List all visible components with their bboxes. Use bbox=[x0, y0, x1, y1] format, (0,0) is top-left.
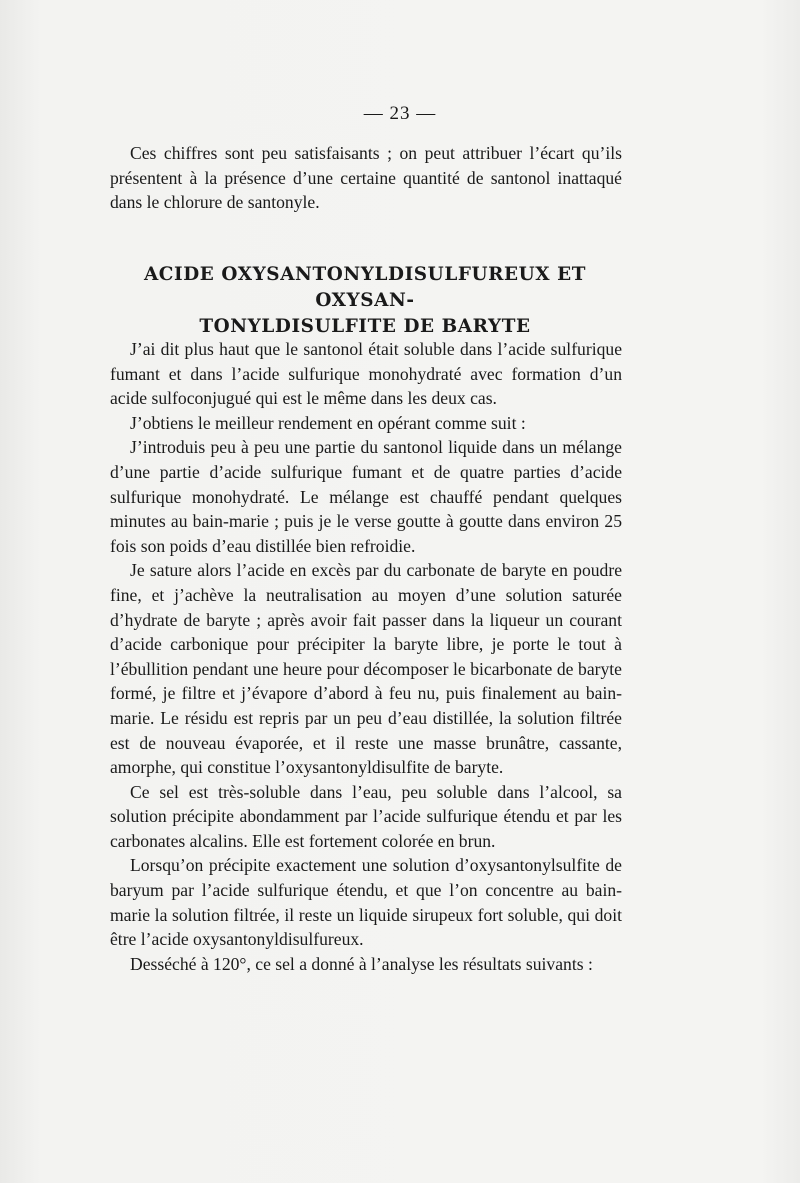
paragraph: Lorsqu’on précipite exactement une solution d’oxysantonylsulfite de baryum par l’acide sulfurique étendu, et que l’on concentre au bain-marie la solution filtrée, il reste un liquide sirupeux fort soluble, qui doit être l’acide oxysantonyldisulfureux. bbox=[110, 855, 622, 950]
section-body bbox=[110, 337, 622, 976]
paragraph: J’introduis peu à peu une partie du santonol liquide dans un mélange d’une partie d’acide sulfurique fumant et de quatre parties d’acide sulfurique monohydraté. Le mélange est chauffé pendant quelques minutes au bain-marie ; puis je le verse goutte à goutte dans environ 25 fois son poids d’eau distillée bien refroidie. bbox=[110, 437, 622, 556]
intro-text bbox=[110, 141, 622, 215]
section-title-line-1: ACIDE OXYSANTONYLDISULFUREUX ET OXYSAN- bbox=[143, 264, 587, 311]
paragraph: Je sature alors l’acide en excès par du carbonate de baryte en poudre fine, et j’achève la neutralisation au moyen d’une solution saturée d’hydrate de baryte ; après avoir fait passer dans la liqueur un courant d’acide carbonique pour précipiter la baryte libre, je porte le tout à l’ébullition pendant une heure pour décomposer le bicarbonate de baryte formé, je filtre et j’évapore d’abord à feu nu, puis finalement au bain-marie. Le résidu est repris par un peu d’eau distillée, la solution filtrée est de nouveau évaporée, et il reste une masse brunâtre, cassante, amorphe, qui constitue l’oxysantonyldisulfite de baryte. bbox=[110, 560, 622, 778]
intro-paragraph: Ces chiffres sont peu satisfaisants ; on peut attribuer l’écart qu’ils présentent à la présence d’une certaine quantité de santonol inattaqué dans le chlorure de santonyle. bbox=[110, 143, 622, 213]
paragraph: J’obtiens le meilleur rendement en opérant comme suit : bbox=[130, 412, 526, 433]
section-title-line-2: TONYLDISULFITE DE BARYTE bbox=[199, 316, 531, 337]
section-heading bbox=[100, 262, 630, 340]
page-number: — 23 — bbox=[363, 103, 437, 124]
paragraph: Desséché à 120°, ce sel a donné à l’analyse les résultats suivants : bbox=[130, 953, 593, 974]
paragraph: J’ai dit plus haut que le santonol était soluble dans l’acide sulfurique fumant et dans l’acide sulfurique monohydraté avec formation d’un acide sulfoconjugué qui est le même dans les deux cas. bbox=[110, 339, 622, 409]
paragraph: Ce sel est très-soluble dans l’eau, peu soluble dans l’alcool, sa solution précipite abondamment par l’acide sulfurique étendu et par les carbonates alcalins. Elle est fortement colorée en brun. bbox=[110, 781, 622, 851]
